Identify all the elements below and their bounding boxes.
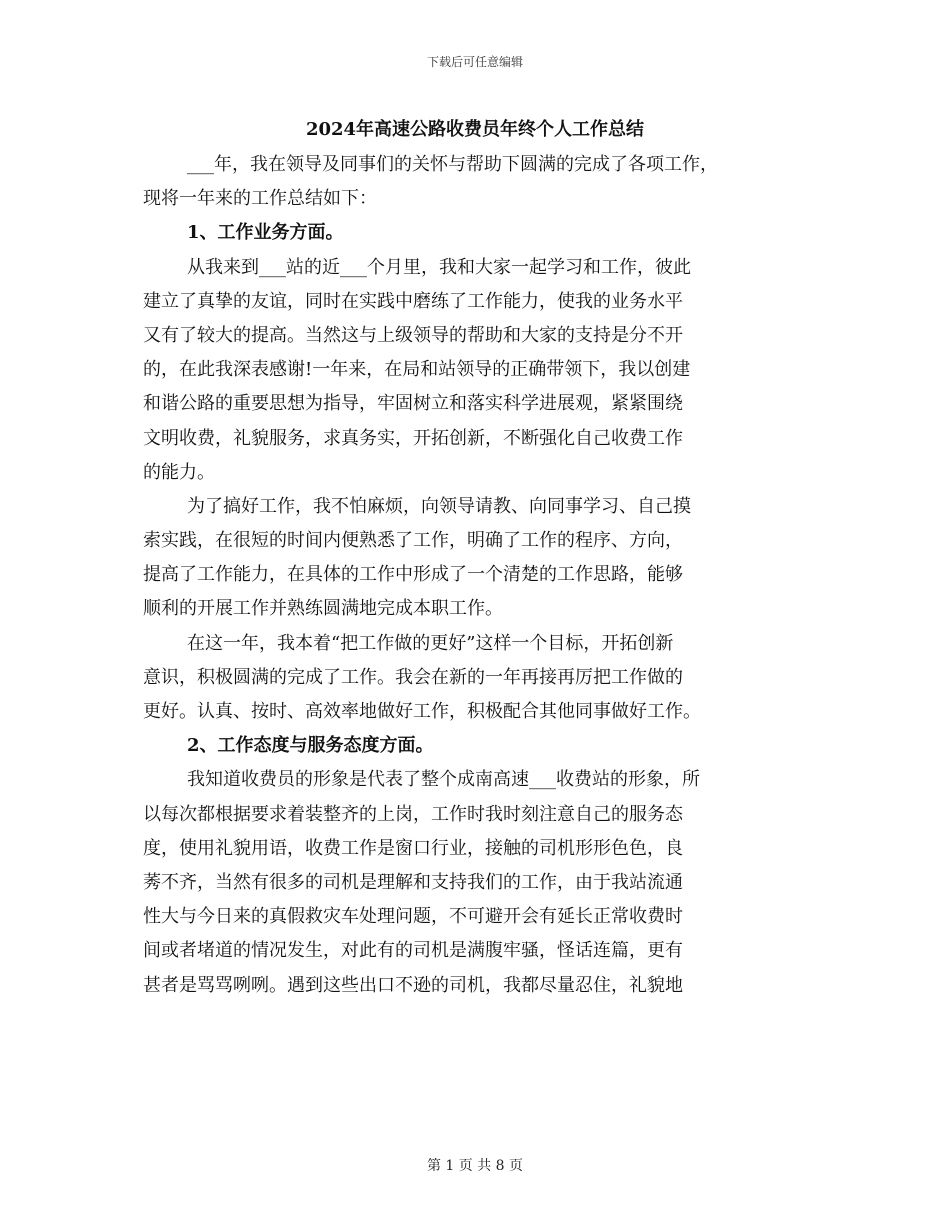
body-line: ___年，我在领导及同事们的关怀与帮助下圆满的完成了各项工作， [187, 154, 718, 175]
body-line: 从我来到___站的近___个月里，我和大家一起学习和工作，彼此 [187, 256, 691, 278]
section-heading: 2、工作态度与服务态度方面。 [187, 735, 434, 757]
body-line: 更好。认真、按时、高效率地做好工作，积极配合其他同事做好工作。 [143, 701, 701, 722]
body-line: 的，在此我深表感谢!一年来，在局和站领导的正确带领下，我以创建 [143, 359, 691, 381]
body-line: 的能力。 [143, 461, 215, 483]
body-line: 建立了真挚的友谊，同时在实践中磨练了工作能力，使我的业务水平 [143, 290, 683, 312]
body-line: 甚者是骂骂咧咧。遇到这些出口不逊的司机，我都尽量忍住，礼貌地 [143, 974, 683, 996]
page-number: 第 1 页 共 8 页 [426, 1158, 524, 1174]
body-line: 提高了工作能力，在具体的工作中形成了一个清楚的工作思路，能够 [143, 564, 683, 586]
section-heading: 1、工作业务方面。 [187, 222, 344, 244]
body-line: 和谐公路的重要思想为指导，牢固树立和落实科学进展观，紧紧围绕 [143, 393, 683, 415]
body-line: 现将一年来的工作总结如下： [143, 188, 377, 210]
body-line: 度，使用礼貌用语，收费工作是窗口行业，接触的司机形形色色，良 [143, 837, 683, 859]
document-title: 2024年高速公路收费员年终个人工作总结 [305, 119, 645, 140]
body-line: 意识，积极圆满的完成了工作。我会在新的一年再接再厉把工作做的 [143, 666, 683, 688]
document-body [143, 148, 813, 1003]
body-line: 顺利的开展工作并熟练圆满地完成本职工作。 [143, 598, 503, 620]
page-header-note: 下载后可任意编辑 [426, 55, 523, 69]
body-line: 性大与今日来的真假救灾车处理问题，不可避开会有延长正常收费时 [143, 906, 683, 928]
body-line: 莠不齐，当然有很多的司机是理解和支持我们的工作，由于我站流通 [143, 871, 683, 893]
body-line: 又有了较大的提高。当然这与上级领导的帮助和大家的支持是分不开 [143, 324, 683, 346]
body-line: 以每次都根据要求着装整齐的上岗，工作时我时刻注意自己的服务态 [143, 803, 683, 825]
body-line: 文明收费，礼貌服务，求真务实，开拓创新，不断强化自己收费工作 [143, 427, 683, 449]
body-line: 在这一年，我本着“把工作做的更好”这样一个目标，开拓创新 [187, 632, 674, 654]
body-line: 我知道收费员的形象是代表了整个成南高速___收费站的形象，所 [187, 769, 700, 791]
body-line: 为了搞好工作，我不怕麻烦，向领导请教、向同事学习、自己摸 [187, 495, 691, 517]
body-line: 间或者堵道的情况发生，对此有的司机是满腹牢骚，怪话连篇，更有 [143, 940, 683, 962]
body-line: 索实践，在很短的时间内便熟悉了工作，明确了工作的程序、方向， [143, 530, 683, 552]
